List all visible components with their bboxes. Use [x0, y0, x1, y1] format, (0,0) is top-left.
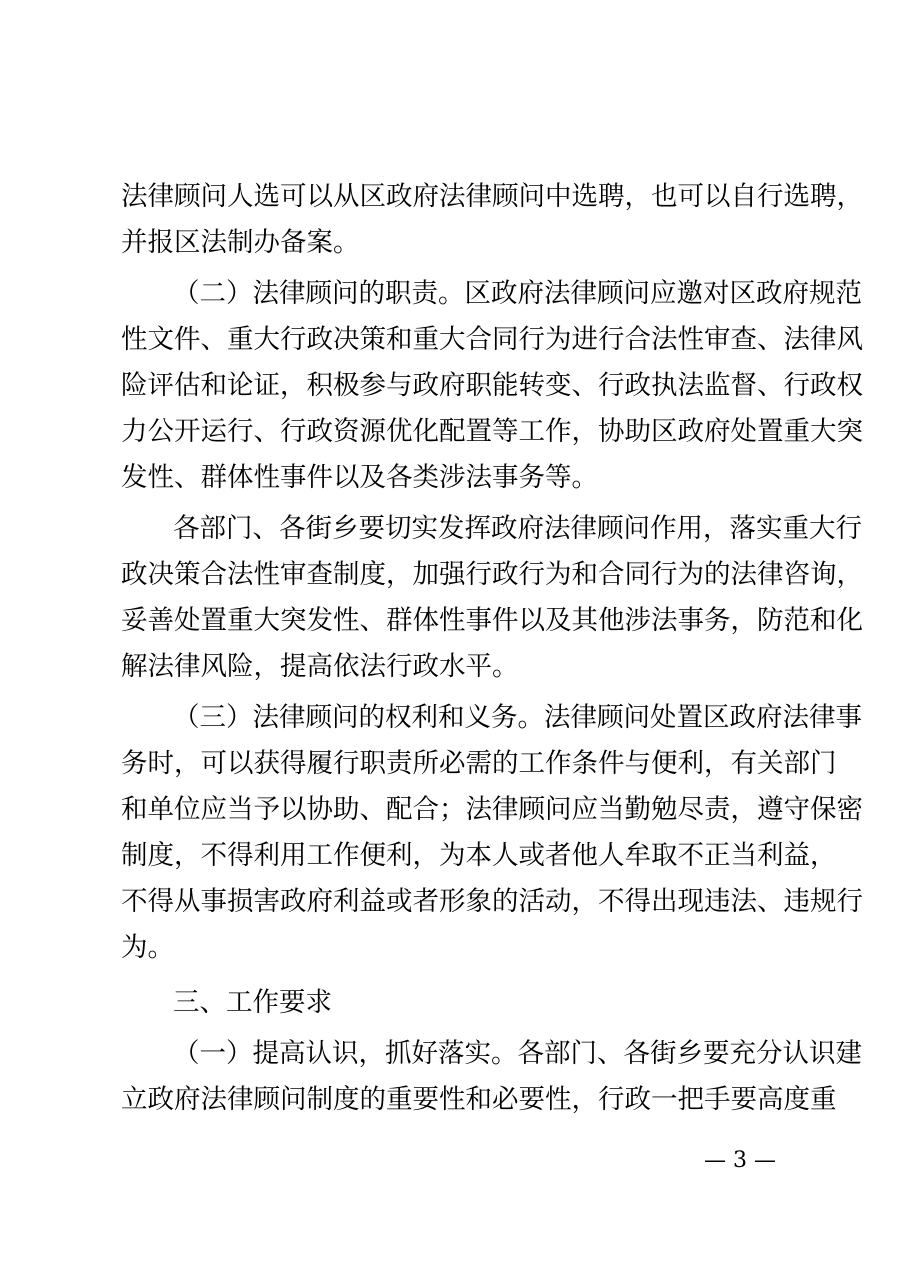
body-text-line: 不得从事损害政府利益或者形象的活动，不得出现违法、违规行	[121, 886, 863, 917]
body-text-line: 立政府法律顾问制度的重要性和必要性，行政一把手要高度重	[121, 1084, 837, 1115]
body-text-line: 性文件、重大行政决策和重大合同行为进行合法性审查、法律风	[121, 324, 863, 355]
body-text-line: 法律顾问人选可以从区政府法律顾问中选聘，也可以自行选聘，	[121, 181, 863, 212]
body-text-line: 妥善处置重大突发性、群体性事件以及其他涉法事务，防范和化	[121, 605, 863, 636]
body-text-line: 制度，不得利用工作便利，为本人或者他人牟取不正当利益，	[121, 840, 837, 871]
section-heading: 三、工作要求	[173, 987, 332, 1018]
body-text-line: 力公开运行、行政资源优化配置等工作，协助区政府处置重大突	[121, 416, 863, 447]
body-text-line: 务时，可以获得履行职责所必需的工作条件与便利，有关部门	[121, 748, 837, 779]
body-text-line: 解法律风险，提高依法行政水平。	[121, 651, 519, 682]
body-text-line: 政决策合法性审查制度，加强行政行为和合同行为的法律咨询，	[121, 559, 863, 590]
page-number: — 3 —	[704, 1148, 776, 1173]
body-text-line: 并报区法制办备案。	[121, 227, 360, 258]
body-text-line: 发性、群体性事件以及各类涉法事务等。	[121, 462, 598, 493]
body-text-line: （二）法律顾问的职责。区政府法律顾问应邀对区政府规范	[173, 278, 862, 309]
body-text-line: 险评估和论证，积极参与政府职能转变、行政执法监督、行政权	[121, 370, 863, 401]
body-text-line: 和单位应当予以协助、配合；法律顾问应当勤勉尽责，遵守保密	[121, 794, 863, 825]
body-text-line: （一）提高认识，抓好落实。各部门、各街乡要充分认识建	[173, 1038, 862, 1069]
body-text-line: （三）法律顾问的权利和义务。法律顾问处置区政府法律事	[173, 702, 862, 733]
body-text-line: 为。	[121, 932, 174, 963]
body-text-line: 各部门、各街乡要切实发挥政府法律顾问作用，落实重大行	[173, 513, 862, 544]
